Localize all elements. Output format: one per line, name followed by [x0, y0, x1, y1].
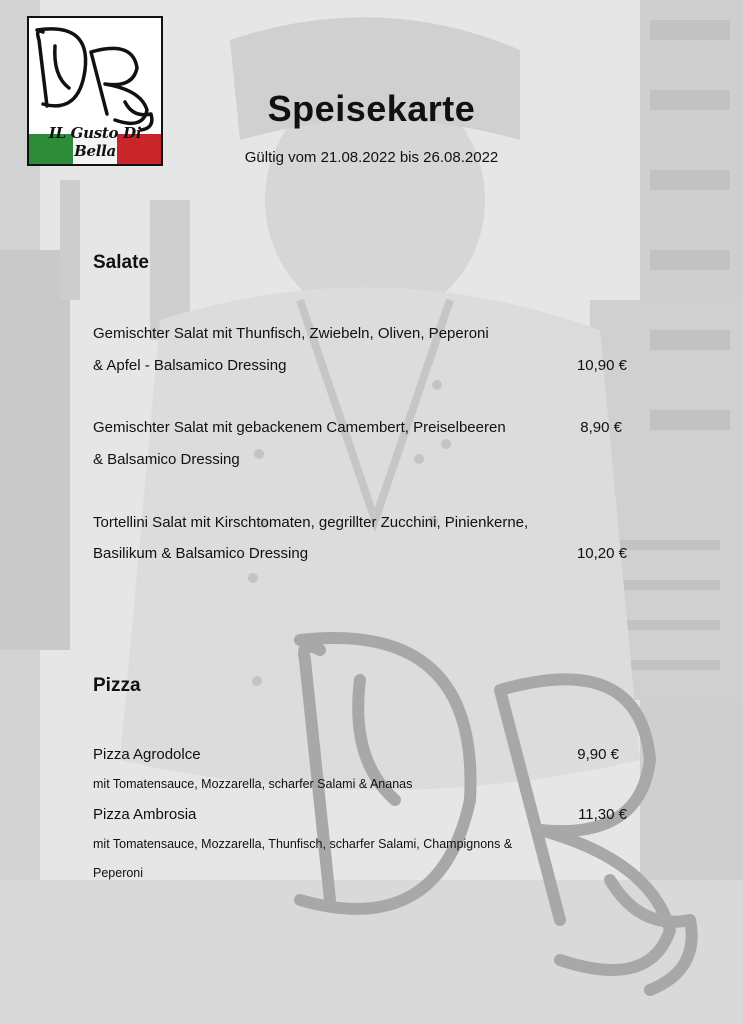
- section-heading-pizza: Pizza: [93, 675, 141, 696]
- salad-1-price: 10,90 €: [576, 357, 627, 374]
- logo-wordmark: IL Gusto Di Bella: [48, 124, 142, 160]
- pizza-1-price: 9,90 €: [577, 746, 619, 763]
- page-title: Speisekarte: [267, 88, 476, 129]
- pizza-2-description-line2: Peperoni: [93, 866, 144, 880]
- salad-1-line2: & Apfel - Balsamico Dressing: [93, 357, 287, 374]
- section-heading-salate: Salate: [93, 252, 149, 273]
- pizza-2-description-line1: mit Tomatensauce, Mozzarella, Thunfisch, scharfer Salami, Champignons &: [93, 837, 513, 851]
- salad-2-line2: & Balsamico Dressing: [93, 451, 240, 468]
- pizza-1-description: mit Tomatensauce, Mozzarella, scharfer Salami & Ananas: [93, 777, 413, 791]
- salad-3-price: 10,20 €: [576, 545, 627, 562]
- salad-3-line1: Tortellini Salat mit Kirschtomaten, gegrillter Zucchini, Pinienkerne,: [93, 514, 529, 531]
- salad-2-price: 8,90 €: [580, 419, 622, 436]
- salad-3-line2: Basilikum & Balsamico Dressing: [93, 545, 309, 562]
- validity-dates: Gültig vom 21.08.2022 bis 26.08.2022: [244, 149, 499, 166]
- pizza-2-name: Pizza Ambrosia: [93, 806, 197, 823]
- salad-2-line1: Gemischter Salat mit gebackenem Camembert, Preiselbeeren: [93, 419, 506, 436]
- salad-1-line1: Gemischter Salat mit Thunfisch, Zwiebeln, Oliven, Peperoni: [93, 325, 489, 342]
- pizza-2-price: 11,30 €: [578, 806, 627, 823]
- pizza-1-name: Pizza Agrodolce: [93, 746, 201, 763]
